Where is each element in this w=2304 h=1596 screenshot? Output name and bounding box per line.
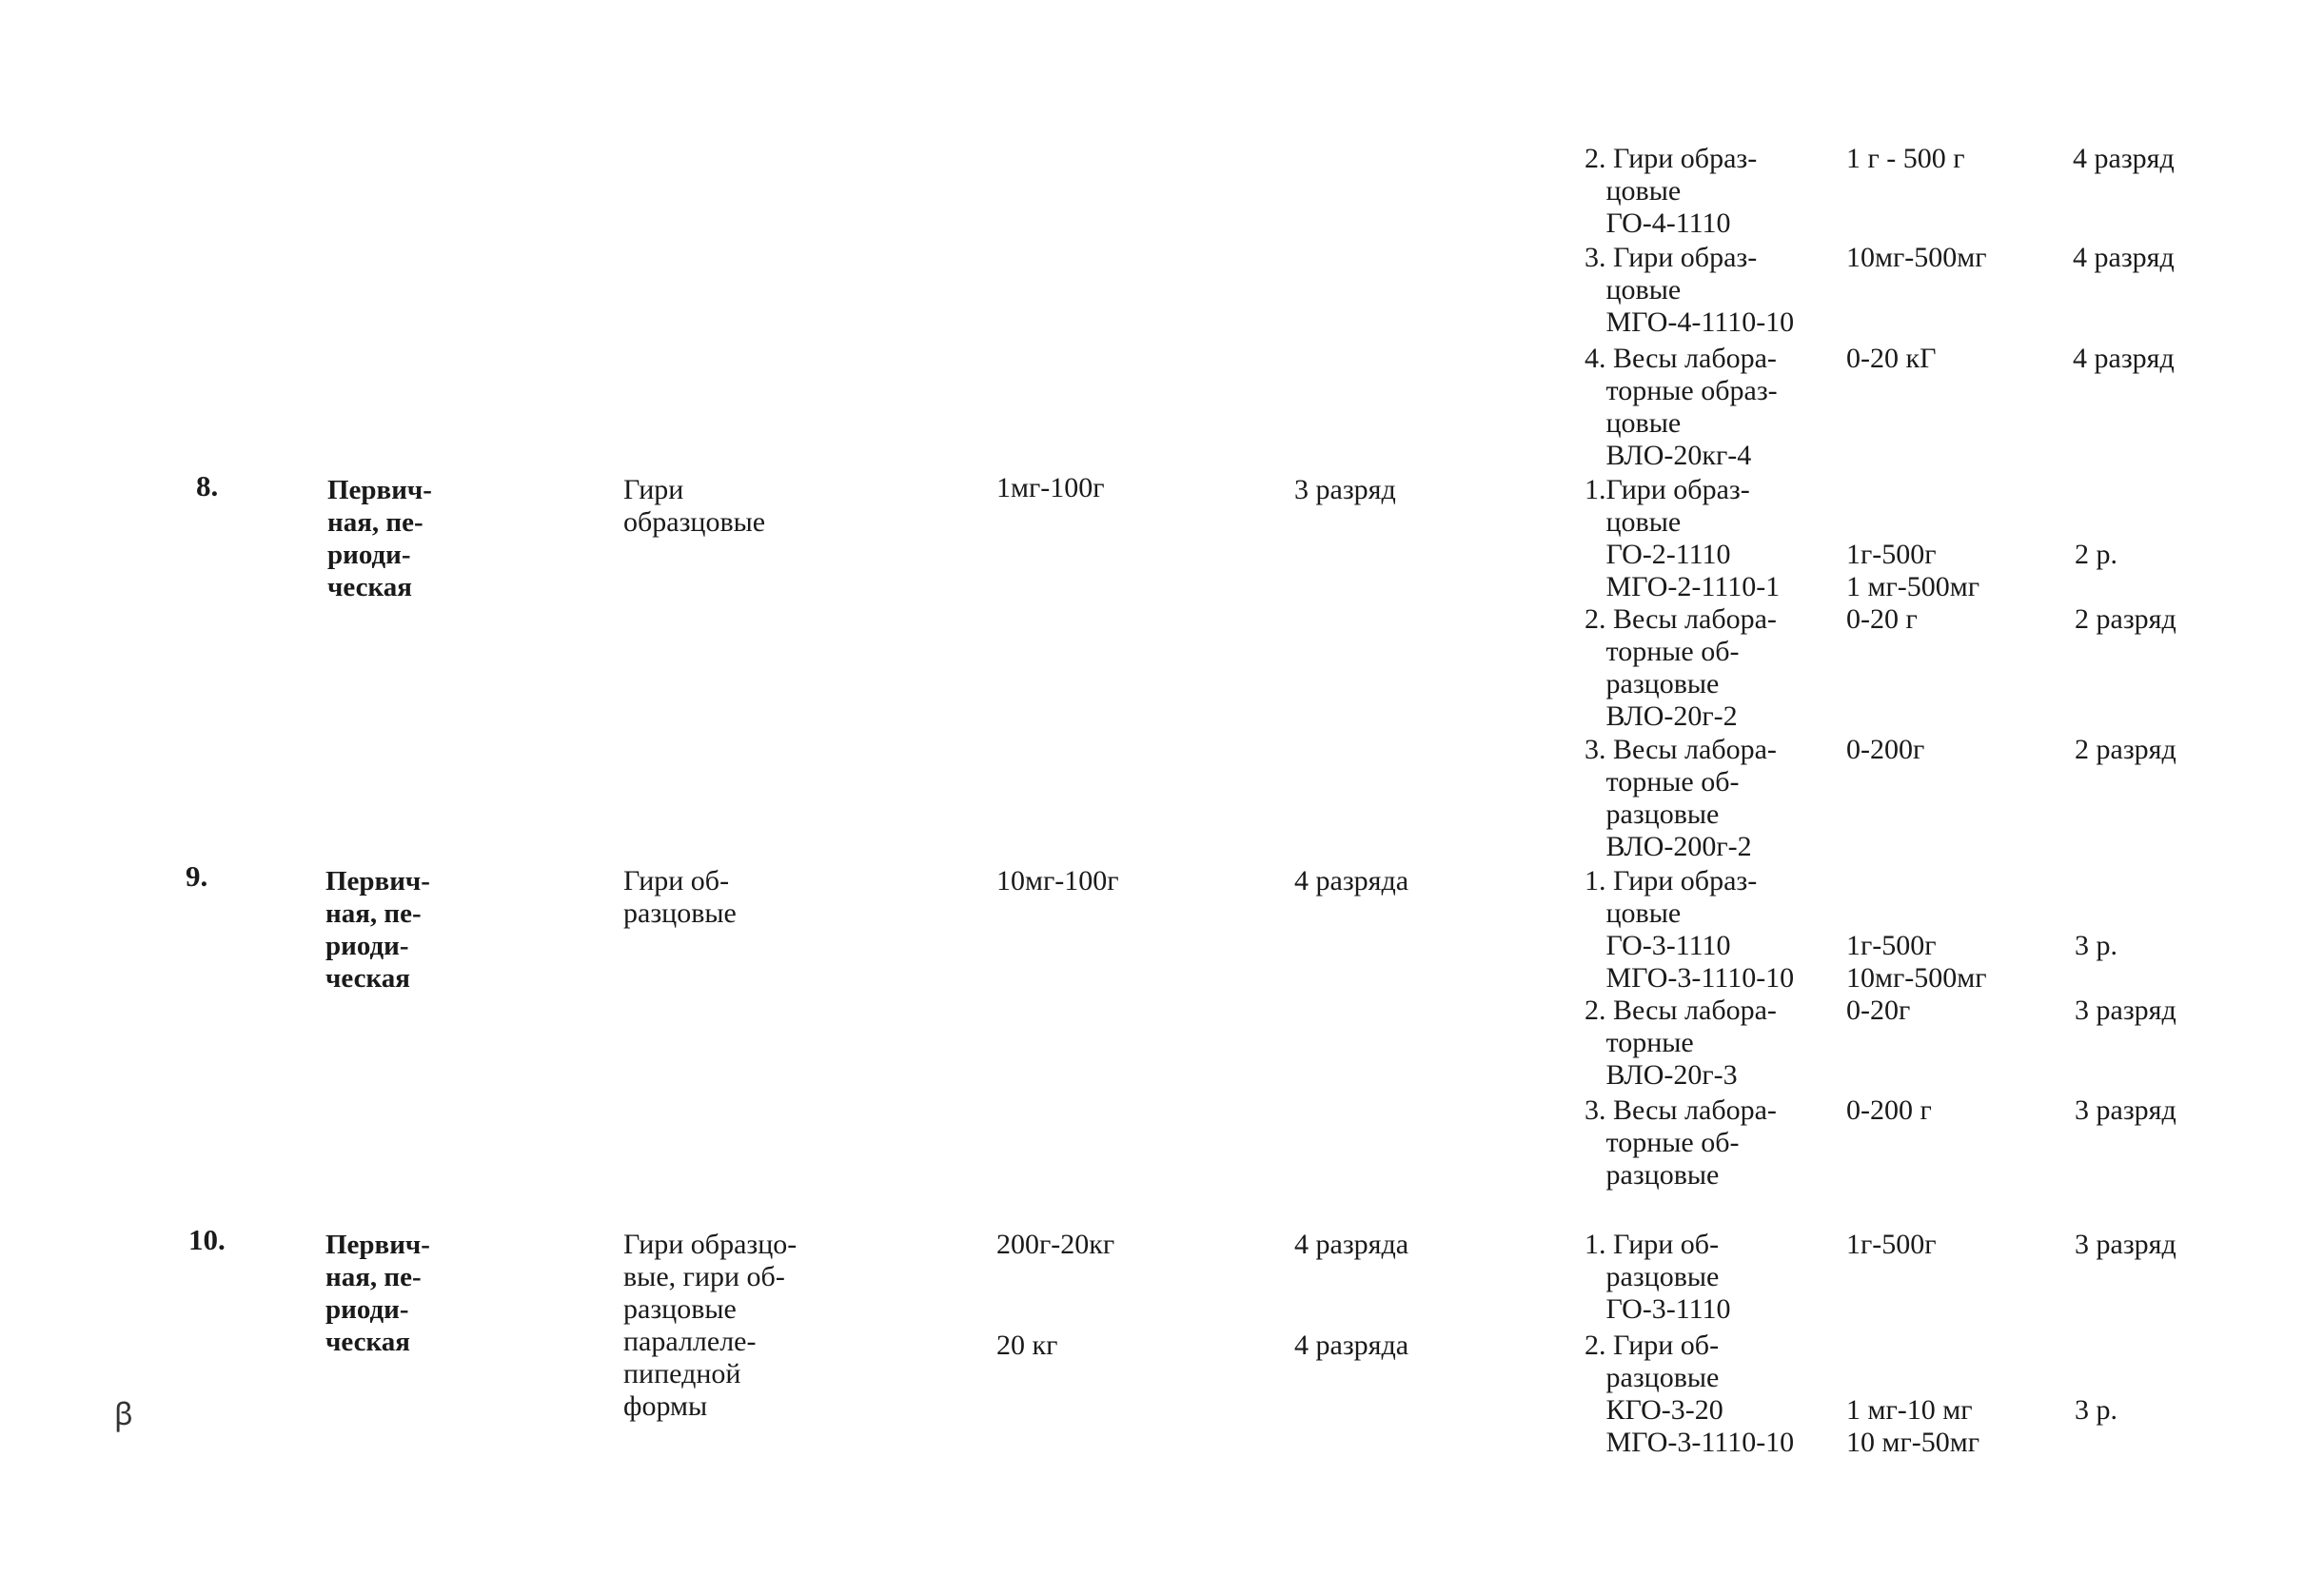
row-10-instrument-name: Гири образцо- вые, гири об- разцовые параллеле- пипедной формы [623,1229,798,1422]
row-8-ref-1-name: 1.Гири образ- цовые ГО-2-1110 МГО-2-1110-1 [1585,474,1781,602]
row-8-ref-2-range: 0-20 г [1846,603,1918,635]
margin-scan-mark: ꞵ [114,1397,134,1431]
cont-ref-4-class: 4 разряд [2073,343,2175,374]
cont-ref-3-range: 10мг-500мг [1846,242,1987,273]
cont-ref-2-name: 2. Гири образ- цовые ГО-4-1110 [1585,143,1758,239]
row-10-class: 4 разряда [1294,1229,1409,1260]
row-10-verification-type: Первич- ная, пе- риоди- ческая [325,1230,430,1357]
row-8-ref-1-class: 2 р. [2075,539,2117,570]
row-9-class: 4 разряда [1294,865,1409,897]
row-8-instrument-name: Гири образцовые [623,474,766,538]
cont-ref-3-class: 4 разряд [2073,242,2175,273]
row-9-ref-3-range: 0-200 г [1846,1094,1932,1126]
row-9-instrument-name: Гири об- разцовые [623,865,737,929]
row-9-ref-3-class: 3 разряд [2075,1094,2176,1126]
row-8-ref-3-class: 2 разряд [2075,734,2176,765]
row-9-ref-2-class: 3 разряд [2075,995,2176,1026]
row-8-ref-3-name: 3. Весы лабора- торные об- разцовые ВЛО-200г-2 [1585,734,1777,862]
row-10-ref-1-range: 1г-500г [1846,1229,1937,1260]
row-9-ref-1-name: 1. Гири образ- цовые ГО-3-1110 МГО-3-1110-10 [1585,865,1795,994]
row-8-class: 3 разряд [1294,474,1396,505]
cont-ref-4-range: 0-20 кГ [1846,343,1937,374]
row-9-number: 9. [186,859,208,893]
row-10-ref-2-range: 1 мг-10 мг 10 мг-50мг [1846,1394,1980,1458]
row-8-ref-3-range: 0-200г [1846,734,1925,765]
cont-ref-2-range: 1 г - 500 г [1846,143,1965,174]
row-10-ref-2-class: 3 р. [2075,1394,2117,1426]
row-10-class-2: 4 разряда [1294,1330,1409,1361]
row-9-ref-2-name: 2. Весы лабора- торные ВЛО-20г-3 [1585,995,1777,1091]
cont-ref-4-name: 4. Весы лабора- торные образ- цовые ВЛО-20кг-4 [1585,343,1778,471]
row-9-ref-1-class: 3 р. [2075,930,2117,961]
row-8-number: 8. [196,469,219,502]
row-9-ref-2-range: 0-20г [1846,995,1911,1026]
row-9-ref-1-range: 1г-500г 10мг-500мг [1846,930,1987,994]
cont-ref-3-name: 3. Гири образ- цовые МГО-4-1110-10 [1585,242,1795,338]
row-10-ref-1-name: 1. Гири об- разцовые ГО-3-1110 [1585,1229,1731,1325]
cont-ref-2-class: 4 разряд [2073,143,2175,174]
row-10-ref-1-class: 3 разряд [2075,1229,2176,1260]
row-9-range: 10мг-100г [996,865,1119,897]
row-8-range: 1мг-100г [996,472,1105,503]
row-10-ref-2-name: 2. Гири об- разцовые КГО-3-20 МГО-3-1110-10 [1585,1330,1795,1458]
row-10-range-2: 20 кг [996,1330,1058,1361]
row-8-ref-2-class: 2 разряд [2075,603,2176,635]
row-10-number: 10. [188,1223,226,1256]
row-8-ref-1-range: 1г-500г 1 мг-500мг [1846,539,1980,602]
row-8-ref-2-name: 2. Весы лабора- торные об- разцовые ВЛО-20г-2 [1585,603,1777,732]
row-9-verification-type: Первич- ная, пе- риоди- ческая [325,866,430,994]
row-10-range: 200г-20кг [996,1229,1115,1260]
row-9-ref-3-name: 3. Весы лабора- торные об- разцовые [1585,1094,1777,1191]
row-8-verification-type: Первич- ная, пе- риоди- ческая [327,475,432,602]
